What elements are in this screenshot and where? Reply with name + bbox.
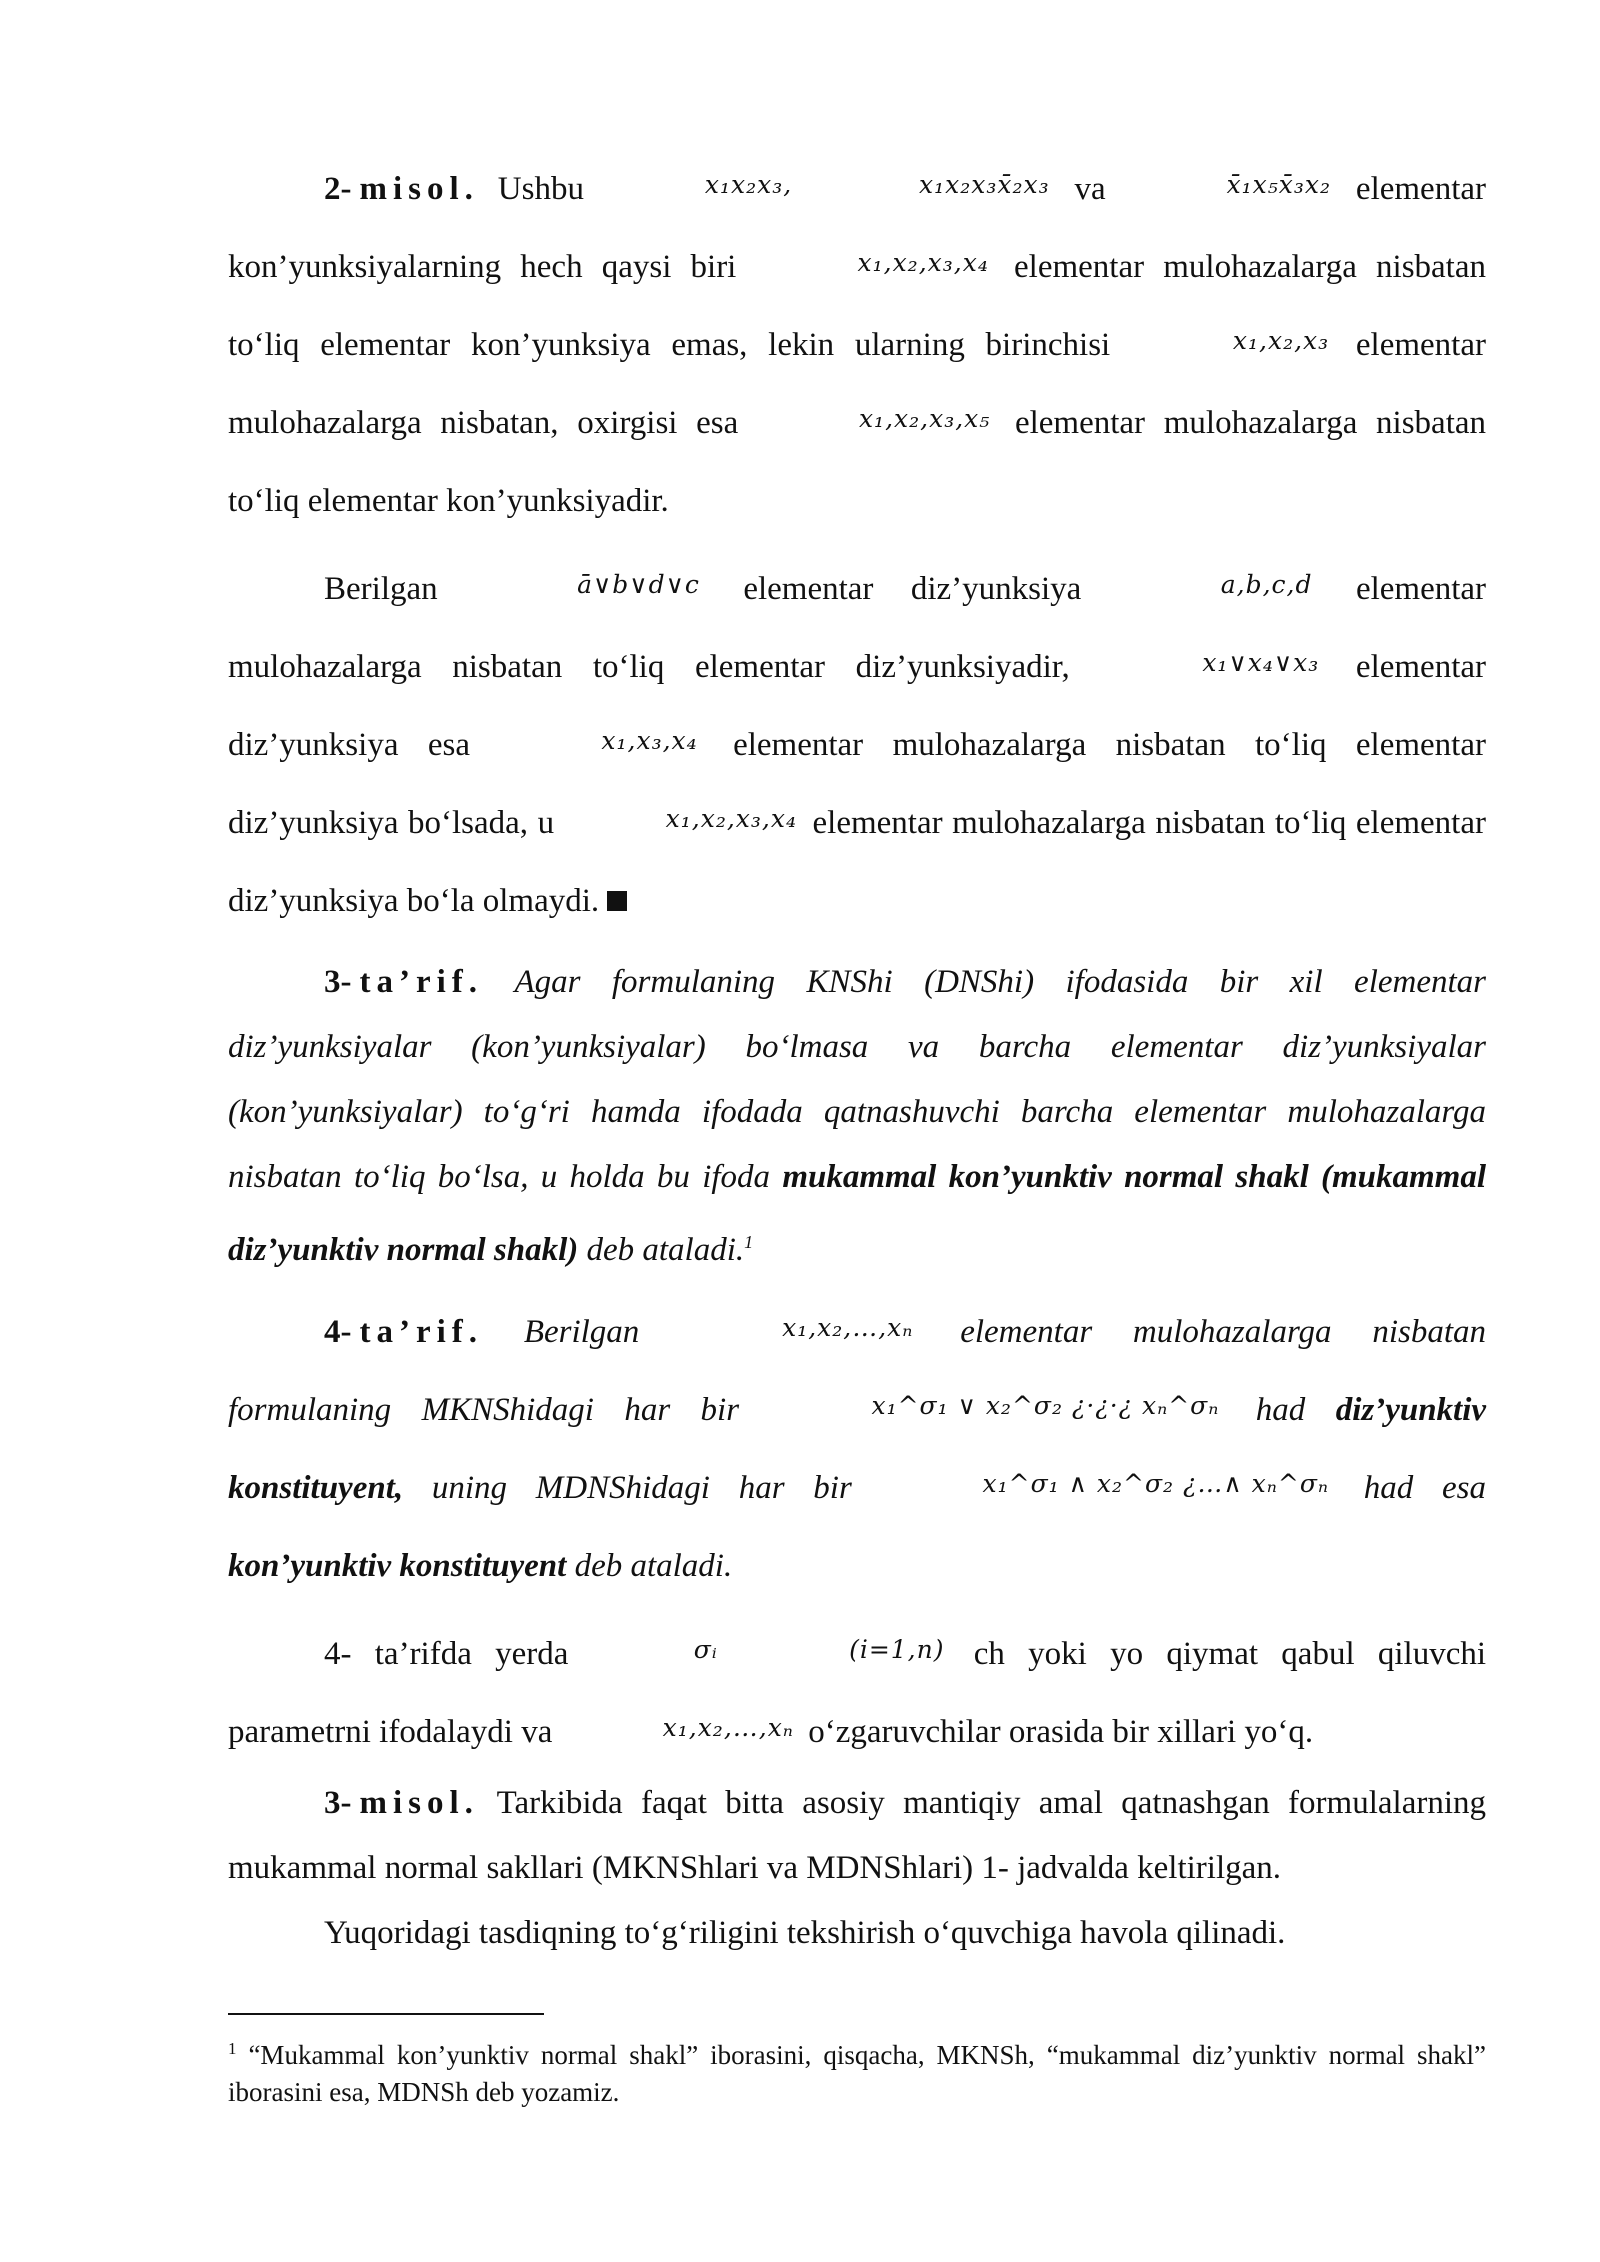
formula-conjunction-1: x₁x₂x₃, (704, 170, 793, 199)
formula-conjunction-3: x̄₁x₅x̄₃x₂ (1226, 170, 1332, 199)
formula-sigma-i: σᵢ (693, 1635, 718, 1664)
example-2-text: elementar mulohazalarga nisbatan to‘liq elementar kon’yunksiya emas, lekin ularning birinchisi (228, 249, 1486, 363)
formula-variables-x1-x4: x₁,x₂,x₃,x₄ (857, 248, 989, 277)
example-2-text: elementar kon’yunksiyalarning hech qaysi biri (228, 171, 1487, 285)
footnote (228, 2030, 1486, 2111)
definition-4-paragraph (228, 1293, 1486, 1605)
disjunction-text: elementar diz’yunksiya (743, 571, 1082, 607)
disjunction-text: elementar mulohazalarga nisbatan to‘liq elementar diz’yunksiya bo‘la olmaydi. (228, 805, 1486, 919)
formula-disjunction-2: x₁∨x₄∨x₃ (1202, 648, 1320, 677)
definition-4-text: had (1255, 1392, 1306, 1428)
definition-3-text: deb ataladi. (586, 1232, 745, 1268)
footnote-text: “Mukammal kon’yunktiv normal shakl” iborasini, qisqacha, MKNSh, “mukammal diz’yunktiv normal shakl” iborasini esa, MDNSh deb yozamiz. (228, 2040, 1486, 2107)
formula-conjunctive-constituent: x₁^σ₁ ∧ x₂^σ₂ ¿…∧ xₙ^σₙ (982, 1469, 1330, 1498)
definition-4-text: uning MDNShidagi har bir (431, 1470, 852, 1506)
definition-4-text: had esa (1363, 1470, 1487, 1506)
example-2-text: elementar mulohazalarga nisbatan to‘liq elementar kon’yunksiyadir. (228, 405, 1487, 519)
formula-variables-x1-x4: x₁,x₂,x₃,x₄ (665, 804, 797, 833)
formula-variables-abcd: a,b,c,d (1220, 570, 1313, 599)
example-2-paragraph (228, 150, 1486, 540)
definition-3-text: Agar formulaning KNShi (DNShi) ifodasida bir xil elementar diz’yunksiyalar (kon’yunksiyalar) bo‘lmasa va barcha elementar diz’yunksiyalar (kon’yunksiyalar) to‘g‘ri hamda ifodada qatnashuvchi barcha elementar mulohazalarga nisbatan to‘liq bo‘lsa, u holda bu ifoda (228, 964, 1487, 1195)
closing-paragraph: Yuqoridagi tasdiqning to‘g‘riligini tekshirish o‘quvchiga havola qilinadi. (324, 1915, 1286, 1951)
definition-4-term-1: diz’yunktiv konstituyent, (228, 1392, 1487, 1506)
definition-3-label: 3- ta’rif. (324, 964, 484, 1000)
document-body (228, 150, 1486, 1966)
example-2-text: elementar mulohazalarga nisbatan, oxirgisi esa (228, 327, 1486, 441)
footnote-reference: 1 (744, 1232, 754, 1252)
end-of-proof-square-icon (607, 891, 627, 911)
footnote-separator (228, 2013, 544, 2015)
definition-4-label: 4- ta’rif. (324, 1314, 484, 1350)
formula-index-range: (i=1,n) (849, 1635, 945, 1664)
formula-variables-x1-x3-x4: x₁,x₃,x₄ (601, 726, 698, 755)
disjunction-text: elementar mulohazalarga nisbatan to‘liq elementar diz’yunksiya bo‘lsada, u (228, 727, 1486, 841)
formula-variables-x1-xn: x₁,x₂,…,xₙ (782, 1313, 914, 1342)
definition-4-text: deb ataladi. (574, 1548, 733, 1584)
disjunction-text: elementar diz’yunksiya esa (228, 649, 1487, 763)
definition-4-text: Berilgan (523, 1314, 640, 1350)
disjunction-paragraph (228, 550, 1486, 940)
example-2-text: va (1074, 171, 1106, 207)
definition-4-term-2: kon’yunktiv konstituyent (228, 1548, 567, 1584)
example-3-text: Tarkibida faqat bitta asosiy mantiqiy amal qatnashgan formulalarning mukammal normal sakllari (MKNShlari va MDNShlari) 1- jadvalda keltirilgan. (228, 1785, 1486, 1886)
formula-conjunction-2: x₁x₂x₃x̄₂x₃ (919, 170, 1050, 199)
note-4-text: o‘zgaruvchilar orasida bir xillari yo‘q. (808, 1714, 1314, 1750)
definition-3-paragraph (228, 950, 1486, 1283)
formula-disjunction-1: ā∨b∨d∨c (577, 570, 700, 599)
footnote-number: 1 (228, 2039, 237, 2058)
note-4-paragraph (228, 1615, 1486, 1771)
formula-variables-x1-xn: x₁,x₂,…,xₙ (662, 1713, 794, 1742)
example-2-text: Ushbu (497, 171, 584, 207)
definition-4-text: elementar mulohazalarga nisbatan formulaning MKNShidagi har bir (228, 1314, 1487, 1428)
disjunction-text: Berilgan (324, 571, 438, 607)
definition-3-term: mukammal kon’yunktiv normal shakl (mukammal diz’yunktiv normal shakl) (228, 1159, 1487, 1268)
note-4-text: 4- ta’rifda yerda (324, 1636, 569, 1672)
example-3-paragraph (228, 1771, 1486, 1901)
note-4-text: ch yoki yo qiymat qabul qiluvchi parametrni ifodalaydi va (228, 1636, 1487, 1750)
formula-variables-x1-x5: x₁,x₂,x₃,x₅ (858, 404, 991, 433)
example-2-label: 2- misol. (324, 171, 479, 207)
example-3-label: 3- misol. (324, 1785, 479, 1821)
disjunction-text: elementar mulohazalarga nisbatan to‘liq elementar diz’yunksiyadir, (228, 571, 1487, 685)
formula-variables-x1-x3: x₁,x₂,x₃ (1232, 326, 1330, 355)
formula-disjunctive-constituent: x₁^σ₁ ∨ x₂^σ₂ ¿·¿·¿ xₙ^σₙ (871, 1391, 1220, 1420)
